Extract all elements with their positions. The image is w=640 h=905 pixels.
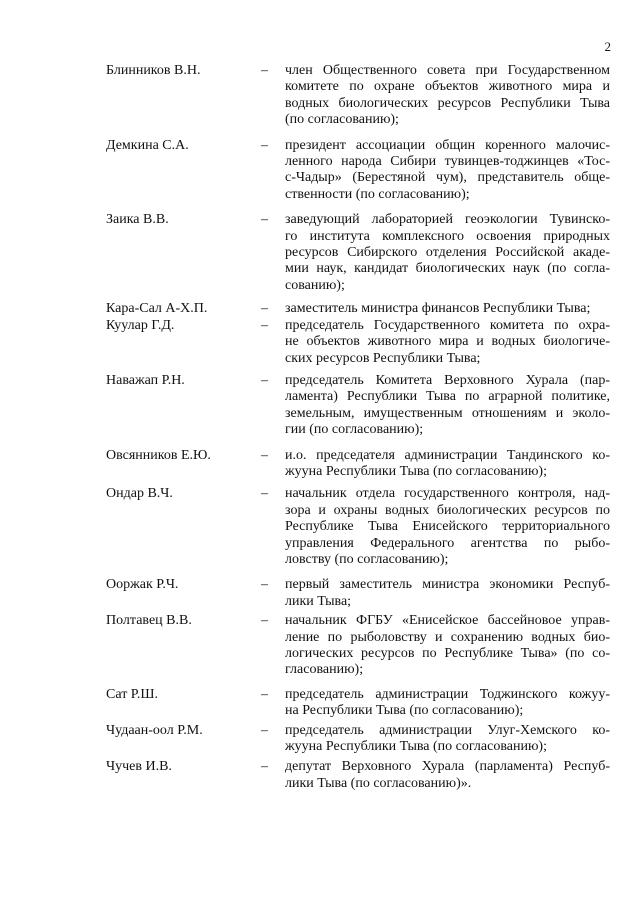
member-row bbox=[106, 63, 610, 129]
description-line: первый заместитель министра экономики Респуб- bbox=[285, 577, 610, 593]
member-name: Чучев И.В. bbox=[106, 759, 172, 775]
description-line: зора и охраны водных биологических ресурсов по bbox=[285, 502, 610, 518]
member-description bbox=[285, 318, 610, 367]
member-description bbox=[285, 759, 610, 792]
member-dash: – bbox=[261, 486, 268, 502]
description-line: председатель Комитета Верховного Хурала (пар- bbox=[285, 372, 610, 388]
member-description bbox=[285, 448, 610, 481]
description-line: ленного народа Сибири тувинцев-тоджинцев «Тос- bbox=[285, 154, 610, 170]
description-line: ловству (по согласованию); bbox=[285, 551, 449, 567]
page-number: 2 bbox=[604, 39, 611, 54]
member-name: Ооржак Р.Ч. bbox=[106, 577, 179, 593]
description-line: и.о. председателя администрации Тандинского ко- bbox=[285, 447, 610, 463]
member-row bbox=[106, 138, 610, 204]
description-line: член Общественного совета при Государственном bbox=[285, 63, 610, 78]
description-line: мии наук, кандидат биологических наук (по согла- bbox=[285, 261, 610, 277]
member-dash: – bbox=[261, 722, 268, 738]
member-name: Наважап Р.Н. bbox=[106, 372, 185, 388]
member-row bbox=[106, 613, 610, 679]
member-row bbox=[106, 486, 610, 568]
description-line: сованию); bbox=[285, 277, 345, 293]
member-dash: – bbox=[261, 759, 268, 775]
description-line: ских ресурсов Республики Тыва; bbox=[285, 350, 481, 366]
member-row bbox=[106, 448, 610, 481]
member-dash: – bbox=[261, 372, 268, 388]
description-line: ление по рыболовству и сохранению водных био- bbox=[285, 629, 610, 645]
member-dash: – bbox=[261, 686, 268, 702]
description-line: (по согласованию); bbox=[285, 112, 399, 128]
member-row bbox=[106, 373, 610, 439]
description-line: логических ресурсов по Республике Тыва» (по со- bbox=[285, 646, 610, 661]
description-line: начальник отдела государственного контроля, над- bbox=[285, 486, 610, 502]
description-line: гии (по согласованию); bbox=[285, 422, 424, 438]
member-description bbox=[285, 486, 610, 568]
member-row bbox=[106, 687, 610, 720]
description-line: председатель администрации Тоджинского кожуу- bbox=[285, 686, 610, 702]
member-dash: – bbox=[261, 212, 268, 228]
member-name: Овсянников Е.Ю. bbox=[106, 447, 211, 463]
description-line: ственности (по согласованию); bbox=[285, 186, 470, 202]
member-name: Блинников В.Н. bbox=[106, 63, 201, 78]
member-name: Куулар Г.Д. bbox=[106, 317, 175, 333]
description-line: гласованию); bbox=[285, 662, 364, 678]
member-description bbox=[285, 63, 610, 129]
member-description bbox=[285, 723, 610, 756]
description-line: не объектов животного мира и водных биологиче- bbox=[285, 334, 610, 350]
member-description bbox=[285, 613, 610, 679]
member-description bbox=[285, 301, 610, 317]
description-line: лики Тыва (по согласованию)». bbox=[285, 775, 472, 791]
member-dash: – bbox=[261, 577, 268, 593]
description-line: на Республики Тыва (по согласованию); bbox=[285, 703, 524, 719]
member-dash: – bbox=[261, 63, 268, 78]
description-line: водных биологических ресурсов Республики Тыва bbox=[285, 95, 610, 111]
description-line: комитете по охране объектов животного мира и bbox=[285, 79, 610, 95]
description-line: го института комплексного освоения природных bbox=[285, 228, 610, 244]
description-line: заведующий лабораторией геоэкологии Тувинско- bbox=[285, 212, 610, 228]
description-line: ламента) Республики Тыва по аграрной политике, bbox=[285, 389, 610, 405]
member-dash: – bbox=[261, 447, 268, 463]
member-name: Заика В.В. bbox=[106, 212, 169, 228]
description-line: начальник ФГБУ «Енисейское бассейновое управ- bbox=[285, 613, 610, 629]
description-line: с-Чадыр» (Берестяной чум), представитель обще- bbox=[285, 170, 610, 186]
member-row bbox=[106, 723, 610, 756]
description-line: жууна Республики Тыва (по согласованию); bbox=[285, 739, 547, 755]
description-line: депутат Верховного Хурала (парламента) Респуб- bbox=[285, 759, 610, 775]
description-line: ресурсов Сибирского отделения Российской акаде- bbox=[285, 245, 610, 261]
member-row bbox=[106, 318, 610, 367]
description-line: Республике Тыва Енисейского территориального bbox=[285, 519, 610, 535]
member-description bbox=[285, 577, 610, 610]
description-line: управления Федерального агентства по рыбо- bbox=[285, 535, 610, 551]
member-description bbox=[285, 687, 610, 720]
member-row bbox=[106, 759, 610, 792]
member-dash: – bbox=[261, 137, 268, 153]
member-description bbox=[285, 212, 610, 294]
member-dash: – bbox=[261, 317, 268, 333]
member-row bbox=[106, 212, 610, 294]
member-dash: – bbox=[261, 301, 268, 317]
member-description bbox=[285, 138, 610, 204]
member-list bbox=[106, 63, 610, 792]
description-line: президент ассоциации общин коренного малочис- bbox=[285, 137, 610, 153]
description-line: лики Тыва; bbox=[285, 593, 352, 609]
description-line: земельным, имущественным отношениям и эколо- bbox=[285, 405, 610, 421]
member-name: Демкина С.А. bbox=[106, 137, 189, 153]
description-line: председатель Государственного комитета по охра- bbox=[285, 317, 610, 333]
member-row bbox=[106, 577, 610, 610]
member-description bbox=[285, 373, 610, 439]
member-name: Полтавец В.В. bbox=[106, 613, 192, 629]
member-row bbox=[106, 301, 610, 317]
member-name: Кара-Сал А-Х.П. bbox=[106, 301, 208, 317]
member-name: Чудаан-оол Р.М. bbox=[106, 722, 203, 738]
description-line: жууна Республики Тыва (по согласованию); bbox=[285, 463, 547, 479]
description-line: председатель администрации Улуг-Хемского ко- bbox=[285, 722, 610, 738]
description-line: заместитель министра финансов Республики Тыва; bbox=[285, 301, 591, 317]
member-dash: – bbox=[261, 613, 268, 629]
member-name: Сат Р.Ш. bbox=[106, 686, 158, 702]
member-name: Ондар В.Ч. bbox=[106, 486, 173, 502]
